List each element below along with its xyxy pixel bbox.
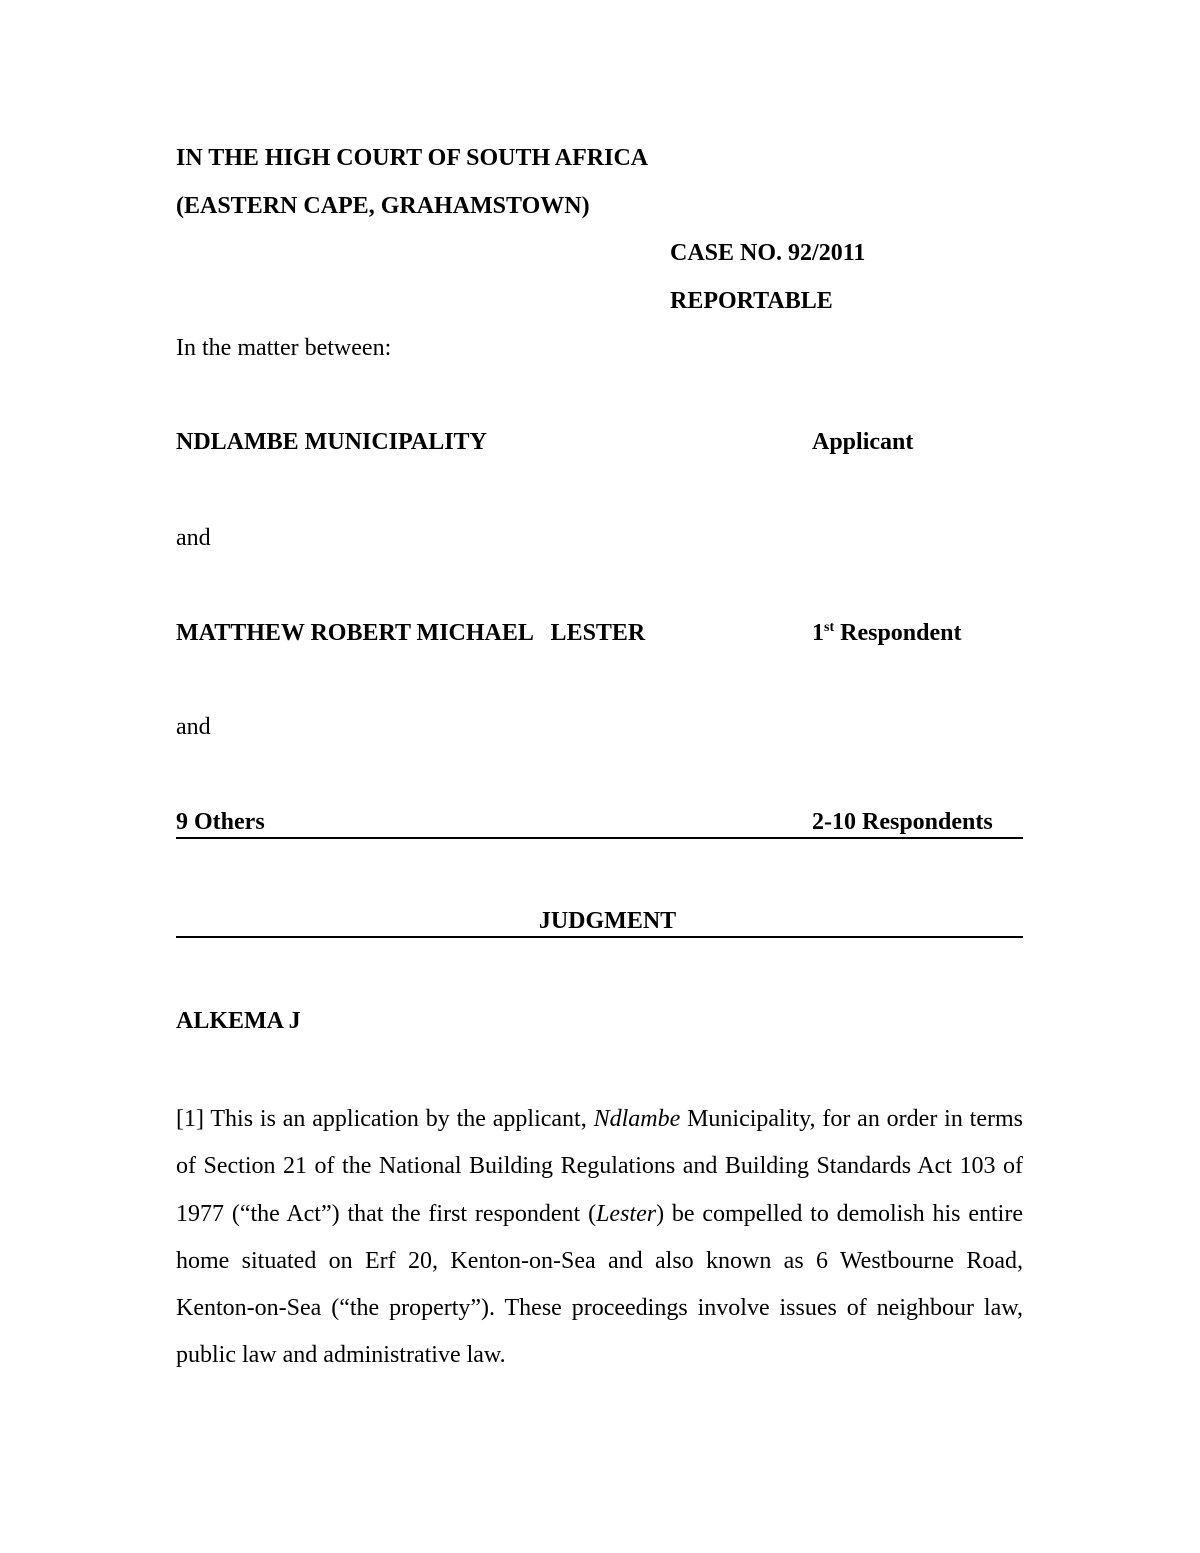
judge-name: ALKEMA J	[176, 1008, 301, 1034]
case-number: CASE NO. 92/2011	[670, 240, 866, 266]
judgment-title: JUDGMENT	[538, 908, 677, 934]
matter-between-intro: In the matter between:	[176, 335, 392, 361]
applicant-role: Applicant	[812, 429, 914, 455]
first-respondent-role-number: 1	[812, 620, 824, 646]
paragraph-1-part-2: Municipality, for an order in terms of Section 21 of the National Building Regulations and Building Standards Act 103 of 1977 (“the Act”) that the first respondent (	[176, 1106, 1023, 1227]
paragraph-1	[176, 1096, 1023, 1380]
first-respondent-role-text: Respondent	[834, 620, 962, 646]
other-respondents-name: 9 Others	[176, 809, 265, 835]
applicant-name: NDLAMBE MUNICIPALITY	[176, 429, 487, 455]
first-respondent-role-suffix: st	[824, 620, 835, 635]
court-division: (EASTERN CAPE, GRAHAMSTOWN)	[176, 193, 590, 219]
first-respondent-role	[812, 619, 961, 647]
parties-divider	[176, 837, 1023, 839]
paragraph-1-part-3: ) be compelled to demolish his entire home situated on Erf 20, Kenton-on-Sea and also known as 6 Westbourne Road, Kenton-on-Sea (“the property”). These proceedings involve issues of neighbour law, public law and administrative law.	[176, 1200, 1023, 1369]
and-separator-1: and	[176, 525, 211, 551]
and-separator-2: and	[176, 714, 211, 740]
first-respondent-name: MATTHEW ROBERT MICHAEL LESTER	[176, 620, 646, 646]
paragraph-1-italic-ndlambe: Ndlambe	[593, 1106, 681, 1132]
paragraph-1-part-1: [1] This is an application by the applicant,	[176, 1106, 594, 1132]
court-name: IN THE HIGH COURT OF SOUTH AFRICA	[176, 145, 649, 171]
reportable-label: REPORTABLE	[670, 288, 833, 314]
judgment-divider	[176, 936, 1023, 938]
other-respondents-role: 2-10 Respondents	[812, 809, 993, 835]
paragraph-1-italic-lester: Lester	[596, 1200, 657, 1227]
